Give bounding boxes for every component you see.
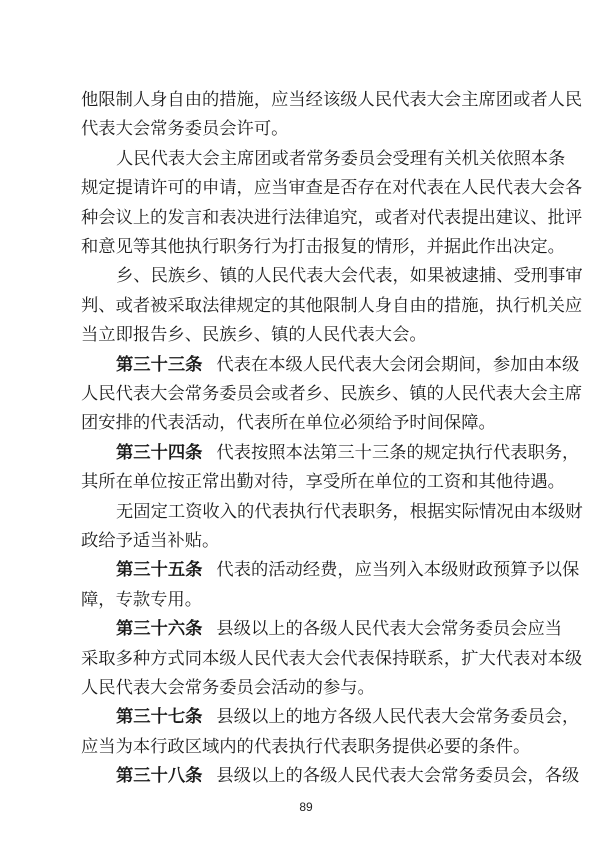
page-number: 89 [299, 800, 313, 814]
article-line [116, 766, 580, 787]
line-text: 当立即报告乡、民族乡、镇的人民代表大会。 [81, 325, 427, 346]
article-heading: 第三十四条 [116, 442, 203, 463]
text-line [81, 119, 541, 139]
article-line [116, 442, 580, 463]
line-text: 乡、民族乡、镇的人民代表大会代表，如果被逮捕、受刑事审 [116, 266, 583, 287]
text-line [81, 90, 583, 110]
article-line [116, 619, 563, 640]
article-heading: 第三十五条 [116, 560, 203, 581]
article-heading: 第三十七条 [116, 707, 203, 728]
text-line [116, 266, 583, 287]
article-heading: 第三十六条 [116, 619, 203, 640]
text-line [81, 413, 541, 433]
line-text: 无固定工资收入的代表执行代表职务，根据实际情况由本级财 [116, 501, 583, 522]
line-text: 种会议上的发言和表决进行法律追究，或者对代表提出建议、批评 [81, 207, 583, 228]
text-line [81, 237, 565, 257]
line-text: 代表在本级人民代表大会闭会期间，参加由本级 [216, 354, 580, 375]
line-text: 政给予适当补贴。 [81, 531, 220, 551]
text-line [81, 325, 541, 345]
text-line [116, 501, 583, 522]
line-text: 障，专款专用。 [81, 589, 202, 610]
text-line [81, 178, 583, 199]
line-text: 县级以上的各级人民代表大会常务委员会应当 [216, 619, 563, 640]
line-text: 规定提请许可的申请，应当审查是否存在对代表在人民代表大会各 [81, 178, 583, 199]
line-text: 和意见等其他执行职务行为打击报复的情形，并据此作出决定。 [81, 237, 565, 257]
line-text: 人民代表大会常务委员会或者乡、民族乡、镇的人民代表大会主席 [81, 384, 583, 404]
text-line [81, 295, 583, 316]
article-line [116, 354, 580, 375]
line-text: 应当为本行政区域内的代表执行代表职务提供必要的条件。 [81, 736, 531, 757]
line-text: 其所在单位按正常出勤对待，享受所在单位的工资和其他待遇。 [81, 472, 565, 493]
line-text: 人民代表大会常务委员会活动的参与。 [81, 678, 375, 698]
text-line [81, 472, 565, 493]
text-line [81, 737, 541, 757]
article-heading: 第三十八条 [116, 766, 203, 787]
line-text: 代表大会常务委员会许可。 [81, 119, 289, 140]
line-text: 代表按照本法第三十三条的规定执行代表职务， [216, 442, 580, 463]
text-line [81, 384, 583, 404]
text-line [81, 678, 541, 698]
article-line [116, 707, 580, 728]
article-line [116, 560, 580, 581]
line-text: 团安排的代表活动，代表所在单位必须给予时间保障。 [81, 413, 496, 434]
text-line [81, 648, 583, 669]
text-line [116, 148, 566, 169]
line-text: 判、或者被采取法律规定的其他限制人身自由的措施，执行机关应 [81, 295, 583, 316]
text-line [81, 590, 541, 610]
line-text: 县级以上的各级人民代表大会常务委员会，各级 [216, 766, 580, 787]
text-line [81, 207, 583, 228]
text-line [81, 531, 541, 551]
article-heading: 第三十三条 [116, 354, 203, 375]
line-text: 人民代表大会主席团或者常务委员会受理有关机关依照本条 [116, 148, 566, 169]
line-text: 他限制人身自由的措施，应当经该级人民代表大会主席团或者人民 [81, 90, 583, 110]
line-text: 采取多种方式同本级人民代表大会代表保持联系，扩大代表对本级 [81, 648, 583, 669]
line-text: 县级以上的地方各级人民代表大会常务委员会， [216, 707, 580, 728]
line-text: 代表的活动经费，应当列入本级财政预算予以保 [216, 560, 580, 581]
